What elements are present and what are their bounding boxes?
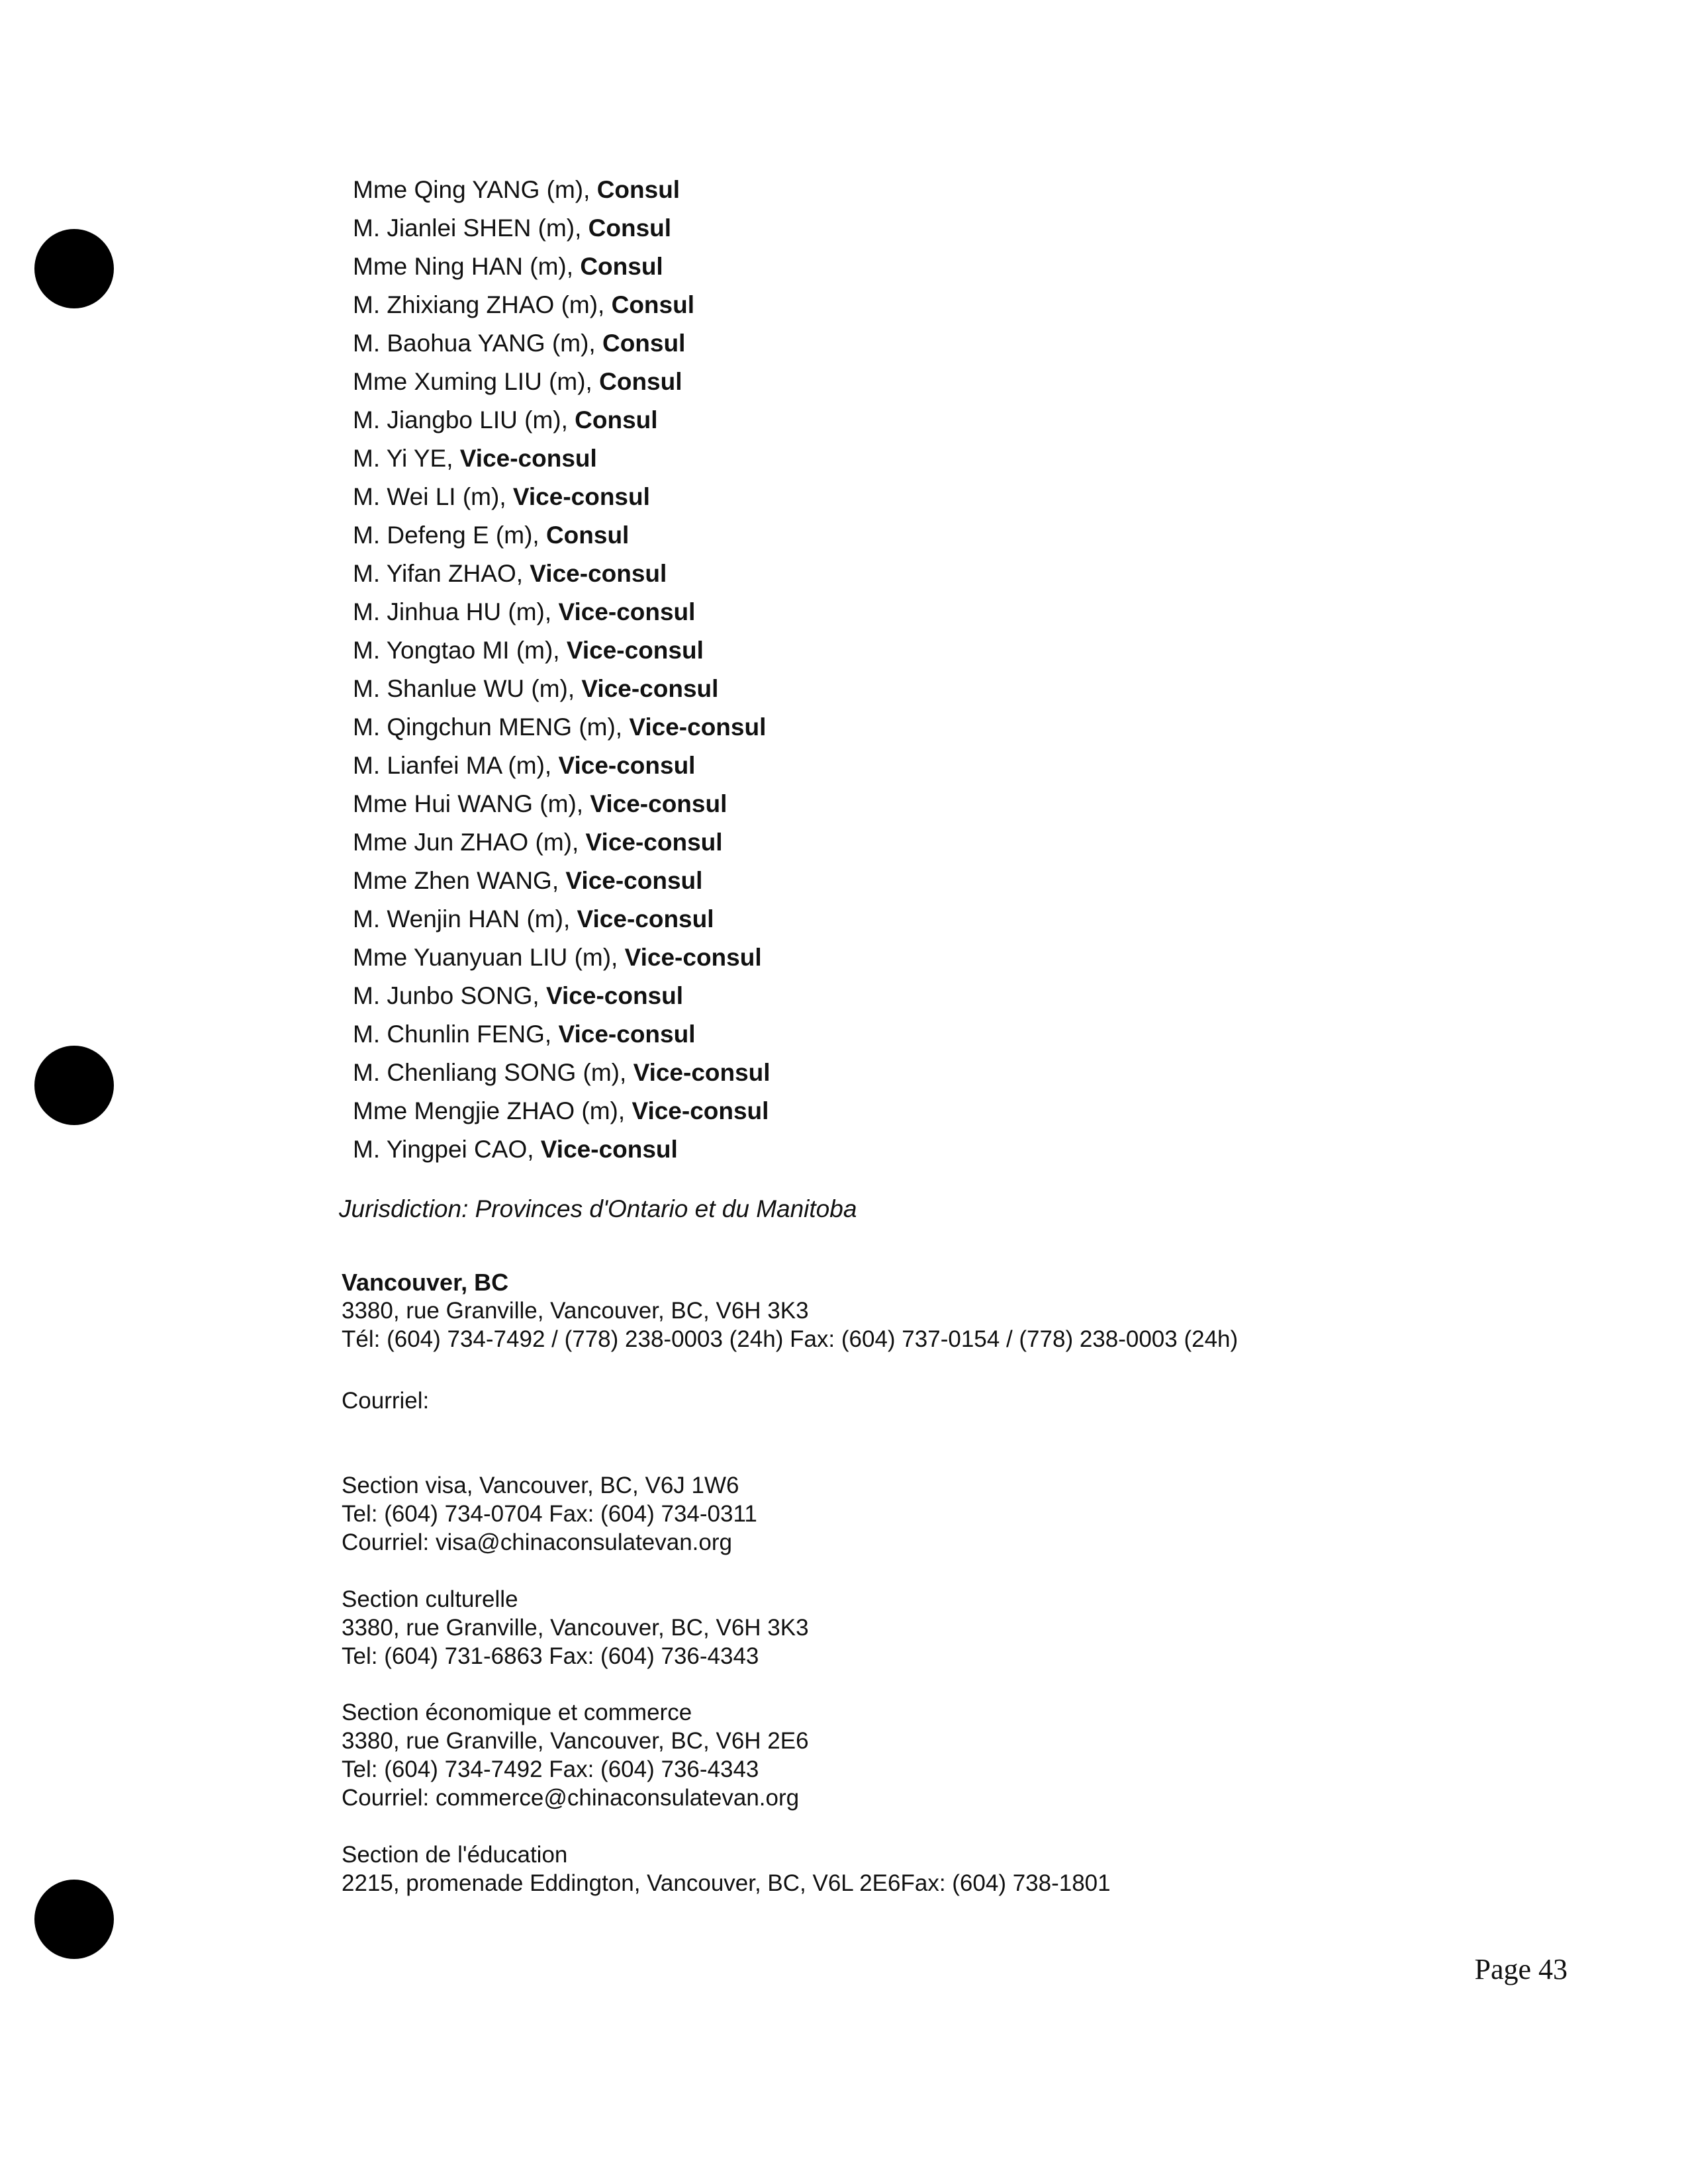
staff-title: Vice-consul: [624, 944, 762, 971]
staff-name: M. Yi YE,: [353, 445, 460, 472]
vancouver-email-label: Courriel:: [342, 1388, 430, 1414]
staff-name: M. Zhixiang ZHAO (m),: [353, 291, 612, 318]
staff-name: M. Yingpei CAO,: [353, 1136, 541, 1163]
staff-title: Vice-consul: [459, 445, 597, 472]
staff-name: M. Wei LI (m),: [353, 483, 513, 510]
staff-name: M. Yongtao MI (m),: [353, 637, 567, 664]
education-section-block: [342, 1841, 1639, 1897]
staff-name: M. Qingchun MENG (m),: [353, 713, 630, 741]
staff-row: [353, 670, 771, 708]
staff-row: [353, 900, 771, 938]
staff-row: [353, 747, 771, 785]
staff-row: [353, 324, 771, 363]
page-number: Page 43: [1474, 1953, 1568, 1985]
staff-name: M. Yifan ZHAO,: [353, 560, 530, 587]
staff-name: Mme Jun ZHAO (m),: [353, 829, 586, 856]
staff-title: Vice-consul: [629, 713, 767, 741]
visa-section-email: Courriel: visa@chinaconsulatevan.org: [342, 1529, 732, 1555]
staff-title: Vice-consul: [633, 1059, 771, 1086]
staff-title: Consul: [575, 406, 658, 433]
staff-name: Mme Ning HAN (m),: [353, 253, 581, 280]
staff-row: [353, 209, 771, 248]
staff-row: [353, 478, 771, 516]
staff-row: [353, 938, 771, 977]
staff-row: [353, 708, 771, 747]
visa-section-address: Section visa, Vancouver, BC, V6J 1W6: [342, 1473, 739, 1498]
punch-hole-bottom: [34, 1880, 114, 1959]
staff-title: Consul: [545, 522, 630, 549]
staff-title: Vice-consul: [581, 675, 719, 702]
staff-row: [353, 823, 771, 862]
commerce-section-title: Section économique et commerce: [342, 1700, 692, 1725]
staff-name: M. Junbo SONG,: [353, 982, 546, 1009]
staff-title: Consul: [599, 368, 682, 395]
staff-row: [353, 785, 771, 823]
commerce-section-address: 3380, rue Granville, Vancouver, BC, V6H 2E6: [342, 1728, 809, 1754]
staff-title: Consul: [596, 176, 680, 203]
culture-section-title: Section culturelle: [342, 1586, 518, 1612]
staff-title: Vice-consul: [558, 598, 696, 625]
punch-hole-middle: [34, 1046, 114, 1125]
staff-name: Mme Mengjie ZHAO (m),: [353, 1097, 632, 1124]
staff-name: M. Baohua YANG (m),: [353, 330, 602, 357]
staff-row: [353, 439, 771, 478]
staff-row: [353, 977, 771, 1015]
vancouver-email-block: [342, 1387, 1639, 1415]
staff-title: Consul: [588, 214, 672, 242]
culture-section-address: 3380, rue Granville, Vancouver, BC, V6H 3K3: [342, 1615, 809, 1641]
commerce-section-email: Courriel: commerce@chinaconsulatevan.org: [342, 1785, 800, 1811]
staff-title: Vice-consul: [632, 1097, 769, 1124]
vancouver-address: 3380, rue Granville, Vancouver, BC, V6H 3K3: [342, 1298, 809, 1324]
staff-name: M. Chenliang SONG (m),: [353, 1059, 633, 1086]
staff-title: Vice-consul: [546, 982, 684, 1009]
staff-name: Mme Zhen WANG,: [353, 867, 566, 894]
staff-name: M. Jiangbo LIU (m),: [353, 406, 575, 433]
staff-name: Mme Xuming LIU (m),: [353, 368, 600, 395]
staff-name: M. Lianfei MA (m),: [353, 752, 559, 779]
staff-row: [353, 862, 771, 900]
staff-row: [353, 1015, 771, 1054]
staff-name: Mme Qing YANG (m),: [353, 176, 597, 203]
staff-name: M. Shanlue WU (m),: [353, 675, 582, 702]
staff-title: Vice-consul: [512, 483, 650, 510]
staff-name: M. Chunlin FENG,: [353, 1021, 559, 1048]
staff-name: M. Jianlei SHEN (m),: [353, 214, 588, 242]
staff-name: Mme Yuanyuan LIU (m),: [353, 944, 625, 971]
staff-row: [353, 555, 771, 593]
jurisdiction-note: Jurisdiction: Provinces d'Ontario et du Manitoba: [339, 1195, 857, 1222]
staff-title: Vice-consul: [540, 1136, 678, 1163]
staff-name: M. Defeng E (m),: [353, 522, 546, 549]
culture-section-block: [342, 1585, 1639, 1670]
staff-name: Mme Hui WANG (m),: [353, 790, 590, 817]
staff-title: Vice-consul: [585, 829, 723, 856]
consular-staff-list: [353, 171, 771, 1169]
staff-title: Vice-consul: [558, 1021, 696, 1048]
visa-section-block: [342, 1471, 1639, 1557]
staff-row: [353, 1092, 771, 1130]
vancouver-consulate-block: [342, 1268, 1639, 1353]
staff-row: [353, 248, 771, 286]
commerce-section-phone-fax: Tel: (604) 734-7492 Fax: (604) 736-4343: [342, 1756, 759, 1782]
staff-row: [353, 631, 771, 670]
staff-name: M. Jinhua HU (m),: [353, 598, 559, 625]
staff-row: [353, 286, 771, 324]
commerce-section-block: [342, 1698, 1639, 1812]
staff-title: Consul: [580, 253, 663, 280]
staff-row: [353, 363, 771, 401]
staff-row: [353, 171, 771, 209]
staff-row: [353, 401, 771, 439]
staff-title: Vice-consul: [530, 560, 667, 587]
staff-title: Vice-consul: [566, 637, 704, 664]
vancouver-phone-fax: Tél: (604) 734-7492 / (778) 238-0003 (24h) Fax: (604) 737-0154 / (778) 238-0003 (24h): [342, 1326, 1239, 1352]
staff-title: Vice-consul: [577, 905, 714, 933]
punch-hole-top: [34, 229, 114, 308]
culture-section-phone-fax: Tel: (604) 731-6863 Fax: (604) 736-4343: [342, 1643, 759, 1669]
staff-name: M. Wenjin HAN (m),: [353, 905, 577, 933]
visa-section-phone-fax: Tel: (604) 734-0704 Fax: (604) 734-0311: [342, 1501, 757, 1527]
education-section-address-fax: 2215, promenade Eddington, Vancouver, BC, V6L 2E6Fax: (604) 738-1801: [342, 1870, 1111, 1896]
vancouver-heading: Vancouver, BC: [342, 1269, 509, 1296]
education-section-title: Section de l'éducation: [342, 1842, 568, 1868]
staff-title: Consul: [602, 330, 686, 357]
staff-row: [353, 516, 771, 555]
staff-title: Vice-consul: [558, 752, 696, 779]
staff-title: Vice-consul: [565, 867, 703, 894]
staff-title: Consul: [611, 291, 694, 318]
staff-row: [353, 593, 771, 631]
staff-title: Vice-consul: [590, 790, 727, 817]
staff-row: [353, 1130, 771, 1169]
staff-row: [353, 1054, 771, 1092]
